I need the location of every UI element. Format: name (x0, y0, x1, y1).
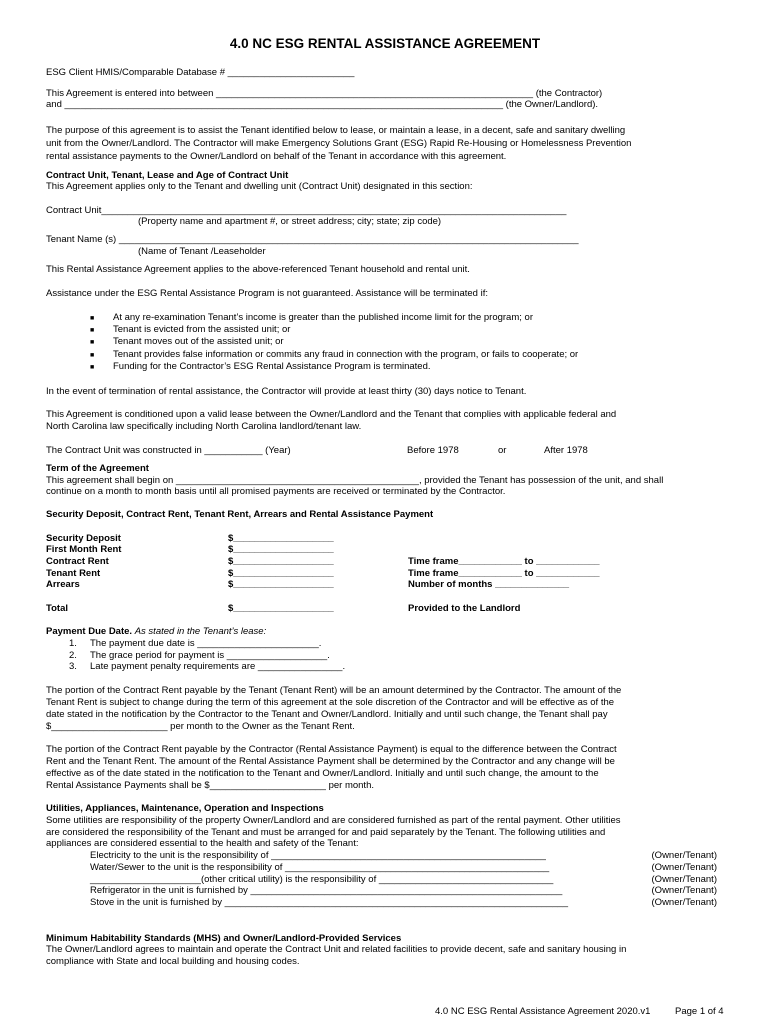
bullet-icon: ■ (90, 352, 95, 359)
bullet-icon: ■ (90, 339, 95, 346)
contract-unit-heading: Contract Unit, Tenant, Lease and Age of Contract Unit (46, 170, 289, 181)
mhs-line: The Owner/Landlord agrees to maintain and operate the Contract Unit and related facilities to provide decent, safe and sanitary housing in (46, 944, 627, 955)
due-item-number: 1. (69, 638, 77, 649)
termination-notice: In the event of termination of rental assistance, the Contractor will provide at least thirty (30) days notice to Tenant. (46, 386, 527, 397)
tenant-rent-line: Tenant Rent is subject to change during the term of this agreement at the sole discretion of the Contractor and will be effective as of the (46, 697, 615, 708)
applies-text: This Rental Assistance Agreement applies to the above-referenced Tenant household and rental unit. (46, 264, 470, 275)
assistance-line: Rent and the Tenant Rent. The amount of the Rental Assistance Payment shall be determined by the Contractor and any change will be (46, 756, 615, 767)
utilities-line: appliances are considered essential to the health and safety of the Tenant: (46, 838, 359, 849)
owner-field[interactable]: and ___________________________________________________________________________________ (the Owner/Landlord). (46, 99, 599, 110)
due-heading-italic: As stated in the Tenant’s lease: (134, 626, 267, 637)
late-penalty-field[interactable]: Late payment penalty requirements are ________________. (90, 661, 346, 672)
total-label: Total (46, 603, 68, 614)
payment-label: Arrears (46, 579, 80, 590)
stove-field[interactable]: Stove in the unit is furnished by _________________________________________________________________ (90, 897, 569, 908)
term-line: continue on a month to month basis until all promised payments are received or terminated by the Contractor. (46, 486, 506, 497)
total-amount-field[interactable]: $___________________ (228, 603, 334, 614)
hmis-field[interactable]: ESG Client HMIS/Comparable Database # ________________________ (46, 67, 355, 78)
payment-label: Tenant Rent (46, 568, 101, 579)
purpose-line: The purpose of this agreement is to assist the Tenant identified below to lease, or maintain a lease, in a decent, safe and sanitary dwelling (46, 125, 626, 136)
due-date-field[interactable]: The payment due date is _______________________. (90, 638, 322, 649)
payment-amount-field[interactable]: $___________________ (228, 556, 334, 567)
owner-tenant-text: (Owner/Tenant) (651, 897, 717, 908)
time-frame-field[interactable]: Time frame____________ to ____________ (408, 568, 600, 579)
assistance-line: effective as of the date stated in the notification to the Tenant and Owner/Landlord. Initially and until such change, the amount to the (46, 768, 599, 779)
footer-doc-name: 4.0 NC ESG Rental Assistance Agreement 2020.v1 (435, 1006, 651, 1017)
utilities-heading: Utilities, Appliances, Maintenance, Operation and Inspections (46, 803, 324, 814)
termination-bullet: Tenant moves out of the assisted unit; or (113, 336, 284, 347)
purpose-line: unit from the Owner/Landlord. The Contractor will make Emergency Solutions Grant (ESG) Rapid Re-Housing or Homelessness Prevention (46, 138, 632, 149)
due-heading-bold: Payment Due Date. (46, 626, 133, 637)
after-1978-option[interactable]: After 1978 (544, 445, 588, 456)
termination-bullet: At any re-examination Tenant’s income is greater than the published income limit for the program; or (113, 312, 533, 323)
due-item-number: 2. (69, 650, 77, 661)
payments-heading: Security Deposit, Contract Rent, Tenant Rent, Arrears and Rental Assistance Payment (46, 509, 434, 520)
bullet-icon: ■ (90, 364, 95, 371)
other-utility-field[interactable]: _____________________(other critical utility) is the responsibility of _________________________________ (90, 874, 554, 885)
tenant-name-field[interactable]: Tenant Name (s) _______________________________________________________________________________________ (46, 234, 579, 245)
termination-bullet: Funding for the Contractor’s ESG Rental Assistance Program is terminated. (113, 361, 431, 372)
assistance-line: The portion of the Contract Rent payable by the Contractor (Rental Assistance Payment) is equal to the difference between the Contract (46, 744, 617, 755)
due-item-number: 3. (69, 661, 77, 672)
mhs-line: compliance with State and local building and housing codes. (46, 956, 300, 967)
grace-period-field[interactable]: The grace period for payment is ___________________. (90, 650, 330, 661)
purpose-line: rental assistance payments to the Owner/Landlord on behalf of the Tenant in accordance with this agreement. (46, 151, 507, 162)
lease-condition-line: North Carolina law specifically including North Carolina landlord/tenant law. (46, 421, 362, 432)
bullet-icon: ■ (90, 327, 95, 334)
mhs-heading: Minimum Habitability Standards (MHS) and Owner/Landlord-Provided Services (46, 933, 402, 944)
payment-amount-field[interactable]: $___________________ (228, 544, 334, 555)
lease-condition-line: This Agreement is conditioned upon a valid lease between the Owner/Landlord and the Tenant that complies with applicable federal and (46, 409, 617, 420)
construction-year-field[interactable]: The Contract Unit was constructed in ___________ (Year) (46, 445, 291, 456)
assistance-amount-field[interactable]: Rental Assistance Payments shall be $______________________ per month. (46, 780, 374, 791)
payment-label: Contract Rent (46, 556, 109, 567)
contractor-field[interactable]: This Agreement is entered into between ____________________________________________________________ (the Contractor) (46, 88, 603, 99)
payment-amount-field[interactable]: $___________________ (228, 568, 334, 579)
payment-due-heading (46, 626, 266, 637)
contract-unit-intro: This Agreement applies only to the Tenant and dwelling unit (Contract Unit) designated in this section: (46, 181, 473, 192)
payment-label: First Month Rent (46, 544, 122, 555)
number-of-months-field[interactable]: Number of months ______________ (408, 579, 570, 590)
owner-tenant-text: (Owner/Tenant) (651, 862, 717, 873)
termination-bullet: Tenant provides false information or commits any fraud in connection with the program, or fails to cooperate; or (113, 349, 579, 360)
tenant-rent-line: The portion of the Contract Rent payable by the Tenant (Tenant Rent) will be an amount determined by the Contractor. The amount of the (46, 685, 622, 696)
water-sewer-field[interactable]: Water/Sewer to the unit is the responsibility of __________________________________________________ (90, 862, 550, 873)
term-begin-field[interactable]: This agreement shall begin on ______________________________________________, provided the Tenant has possession of the unit, and shall (46, 475, 664, 486)
or-text: or (498, 445, 507, 456)
utilities-line: are considered the responsibility of the Tenant and must be arranged for and paid separately by the Tenant. The following utilities and (46, 827, 606, 838)
tenant-rent-line: date stated in the notification by the Contractor to the Tenant and Owner/Landlord. Initially and until such change, the Tenant shall pay (46, 709, 608, 720)
electricity-field[interactable]: Electricity to the unit is the responsibility of ____________________________________________________ (90, 850, 546, 861)
owner-tenant-text: (Owner/Tenant) (651, 850, 717, 861)
termination-intro: Assistance under the ESG Rental Assistance Program is not guaranteed. Assistance will be terminated if: (46, 288, 488, 299)
termination-bullet: Tenant is evicted from the assisted unit; or (113, 324, 291, 335)
footer-page-number: Page 1 of 4 (675, 1006, 724, 1017)
tenant-rent-amount-field[interactable]: $______________________ per month to the Owner as the Tenant Rent. (46, 721, 355, 732)
time-frame-field[interactable]: Time frame____________ to ____________ (408, 556, 600, 567)
contract-unit-field[interactable]: Contract Unit________________________________________________________________________________________ (46, 205, 567, 216)
provided-to-landlord: Provided to the Landlord (408, 603, 521, 614)
refrigerator-field[interactable]: Refrigerator in the unit is furnished by ___________________________________________________________ (90, 885, 563, 896)
bullet-icon: ■ (90, 315, 95, 322)
utilities-line: Some utilities are responsibility of the property Owner/Landlord and are considered furnished as part of the rental payment. Other utilities (46, 815, 621, 826)
before-1978-option[interactable]: Before 1978 (407, 445, 459, 456)
contract-unit-hint: (Property name and apartment #, or street address; city; state; zip code) (138, 216, 442, 227)
owner-tenant-text: (Owner/Tenant) (651, 885, 717, 896)
payment-label: Security Deposit (46, 533, 121, 544)
payment-amount-field[interactable]: $___________________ (228, 579, 334, 590)
term-heading: Term of the Agreement (46, 463, 149, 474)
payment-amount-field[interactable]: $___________________ (228, 533, 334, 544)
document-title: 4.0 NC ESG RENTAL ASSISTANCE AGREEMENT (229, 36, 541, 51)
tenant-name-hint: (Name of Tenant /Leaseholder (138, 246, 266, 257)
owner-tenant-text: (Owner/Tenant) (651, 874, 717, 885)
